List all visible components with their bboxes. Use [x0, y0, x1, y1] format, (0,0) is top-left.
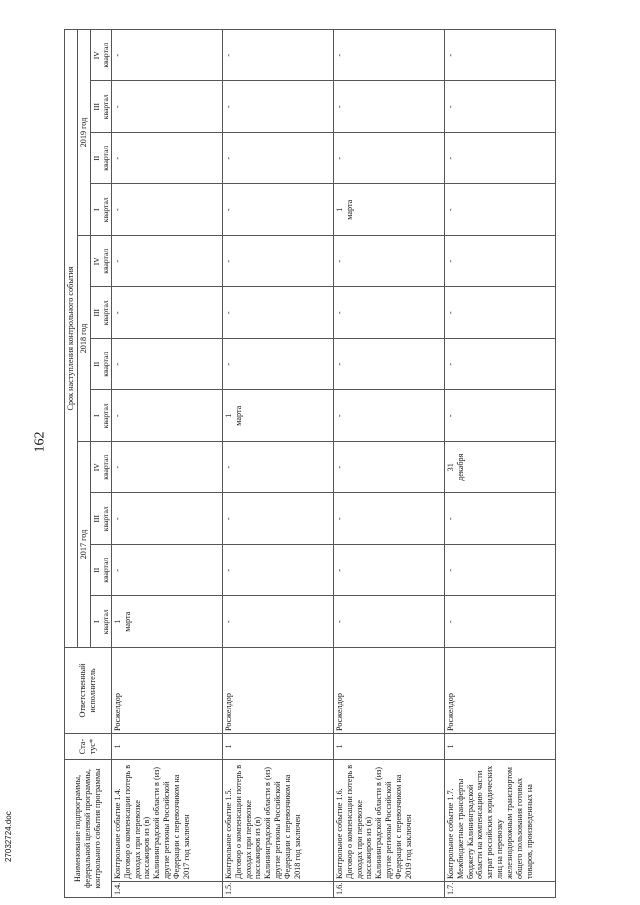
header-quarter	[90, 544, 111, 596]
quarter-number: II	[91, 155, 101, 161]
row-number: 1.4.	[111, 882, 222, 898]
quarter-cell: -	[444, 132, 555, 184]
quarter-number: I	[91, 414, 101, 417]
event-status: 1	[111, 733, 222, 759]
table-row	[222, 29, 333, 897]
quarter-cell: -	[222, 184, 333, 236]
table-row	[333, 29, 444, 897]
quarter-cell: 31 декабря	[444, 441, 555, 493]
quarter-cell: -	[111, 184, 222, 236]
quarter-cell: -	[111, 544, 222, 596]
quarter-cell: -	[111, 287, 222, 339]
quarter-number: I	[91, 208, 101, 211]
quarter-number: II	[91, 361, 101, 367]
event-name: Контрольное событие 1.7. Межбюджетные трансферты бюджету Калининградской области на компенсацию части затрат российских юридических лиц на перевозку железнодорожным транспортом общего пользования готовых товаров, произведенных на	[444, 759, 555, 881]
quarter-cell: -	[444, 81, 555, 133]
quarter-cell: -	[111, 441, 222, 493]
quarter-word: квартал	[100, 197, 110, 223]
page-number: 162	[32, 431, 48, 453]
event-name: Контрольное событие 1.6. Договор о компенсации потерь в доходах при перевозке пассажиров из (в) Калининградской области в (из) другие регионы Российской Федерации с перевозчиком на 2019 год заключен	[333, 759, 444, 881]
header-quarter	[90, 29, 111, 81]
table-row	[444, 29, 555, 897]
header-quarter	[90, 287, 111, 339]
control-events-table	[64, 30, 620, 898]
quarter-cell: 1 марта	[222, 390, 333, 442]
responsible-executor: Росжелдор	[111, 647, 222, 733]
quarter-word: квартал	[100, 42, 110, 68]
quarter-word: квартал	[100, 94, 110, 120]
quarter-number: II	[91, 567, 101, 573]
event-name: Контрольное событие 1.5. Договор о компенсации потерь в доходах при перевозке пассажиров из (в) Калининградской области в (из) другие регионы Российской Федерации с перевозчиком на 2018 год заключен	[222, 759, 333, 881]
header-year-2018: 2018 год	[77, 235, 90, 441]
quarter-number: III	[91, 514, 101, 523]
quarter-cell: -	[333, 596, 444, 648]
quarter-word: квартал	[100, 454, 110, 480]
quarter-number: III	[91, 102, 101, 111]
header-quarter	[90, 132, 111, 184]
header-quarter	[90, 81, 111, 133]
quarter-cell: -	[444, 29, 555, 81]
quarter-cell: -	[222, 81, 333, 133]
quarter-cell: -	[444, 596, 555, 648]
header-responsible: Ответственный исполнитель	[65, 647, 112, 733]
quarter-cell: -	[111, 390, 222, 442]
quarter-word: квартал	[100, 557, 110, 583]
quarter-cell: -	[333, 287, 444, 339]
quarter-cell: -	[111, 338, 222, 390]
quarter-number: IV	[91, 463, 101, 472]
event-name: Контрольное событие 1.4. Договор о компенсации потерь в доходах при перевозке пассажиров из (в) Калининградской области в (из) другие регионы Российской Федерации с перевозчиком на 2017 год заключен	[111, 759, 222, 881]
quarter-cell: -	[333, 544, 444, 596]
quarter-word: квартал	[100, 506, 110, 532]
quarter-cell: -	[333, 29, 444, 81]
quarter-cell: -	[222, 29, 333, 81]
quarter-cell: -	[222, 132, 333, 184]
quarter-cell: -	[333, 235, 444, 287]
event-status: 1	[222, 733, 333, 759]
quarter-cell: -	[444, 338, 555, 390]
quarter-cell: -	[111, 493, 222, 545]
quarter-cell: -	[111, 81, 222, 133]
quarter-number: IV	[91, 51, 101, 60]
quarter-cell: -	[444, 287, 555, 339]
quarter-word: квартал	[100, 351, 110, 377]
event-status: 1	[444, 733, 555, 759]
header-term: Срок наступления контрольного события	[65, 29, 78, 647]
responsible-executor: Росжелдор	[222, 647, 333, 733]
quarter-word: квартал	[100, 609, 110, 635]
quarter-cell: -	[222, 596, 333, 648]
header-quarter	[90, 390, 111, 442]
header-year-2017: 2017 год	[77, 441, 90, 647]
quarter-cell: -	[222, 338, 333, 390]
table-row	[111, 29, 222, 897]
quarter-word: квартал	[100, 300, 110, 326]
quarter-cell: -	[333, 81, 444, 133]
quarter-cell: -	[333, 441, 444, 493]
header-year-2019: 2019 год	[77, 29, 90, 235]
header-quarter	[90, 235, 111, 287]
quarter-cell: 1 марта	[333, 184, 444, 236]
quarter-cell: 1 марта	[111, 596, 222, 648]
quarter-cell: -	[444, 390, 555, 442]
quarter-word: квартал	[100, 248, 110, 274]
quarter-cell: -	[333, 132, 444, 184]
quarter-cell: -	[333, 338, 444, 390]
responsible-executor: Росжелдор	[333, 647, 444, 733]
quarter-cell: -	[444, 544, 555, 596]
row-number: 1.5.	[222, 882, 333, 898]
quarter-number: III	[91, 308, 101, 317]
quarter-cell: -	[111, 235, 222, 287]
header-quarter	[90, 493, 111, 545]
quarter-cell: -	[222, 493, 333, 545]
quarter-cell: -	[222, 287, 333, 339]
quarter-cell: -	[444, 493, 555, 545]
header-name: Наименование подпрограммы, федеральной целевой программы, контрольного события программы	[65, 759, 112, 897]
quarter-cell: -	[444, 184, 555, 236]
quarter-word: квартал	[100, 145, 110, 171]
quarter-cell: -	[333, 493, 444, 545]
row-number: 1.7.	[444, 882, 555, 898]
header-quarter	[90, 338, 111, 390]
header-quarter	[90, 441, 111, 493]
responsible-executor: Росжелдор	[444, 647, 555, 733]
quarter-cell: -	[111, 29, 222, 81]
header-status: Ста- тус*	[65, 733, 112, 759]
header-quarter	[90, 184, 111, 236]
quarter-cell: -	[333, 390, 444, 442]
quarter-cell: -	[444, 235, 555, 287]
quarter-cell: -	[111, 132, 222, 184]
document-reference: 27032724.doc	[4, 811, 13, 862]
quarter-word: квартал	[100, 403, 110, 429]
event-status: 1	[333, 733, 444, 759]
header-quarter	[90, 596, 111, 648]
quarter-cell: -	[222, 441, 333, 493]
row-number: 1.6.	[333, 882, 444, 898]
quarter-number: IV	[91, 257, 101, 266]
quarter-number: I	[91, 620, 101, 623]
quarter-cell: -	[222, 544, 333, 596]
quarter-cell: -	[222, 235, 333, 287]
